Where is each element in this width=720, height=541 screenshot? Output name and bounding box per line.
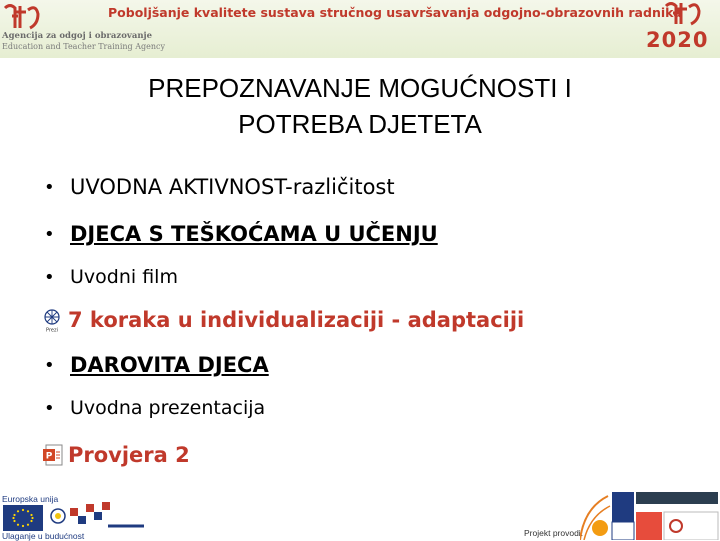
list-item-label: Uvodni film xyxy=(70,266,178,288)
quiz-link[interactable]: Provjera 2 xyxy=(68,443,190,467)
bullet-marker: • xyxy=(44,266,55,288)
gifted-children-link[interactable]: DAROVITA DJECA xyxy=(70,353,269,377)
svg-text:Prezi: Prezi xyxy=(46,327,58,333)
list-item[interactable] xyxy=(44,222,438,246)
svg-text:P: P xyxy=(45,451,53,462)
year-label: 2020 xyxy=(646,28,709,52)
bullet-marker: • xyxy=(44,223,55,245)
slide-title-line-2: POTREBA DJETETA xyxy=(238,109,482,139)
seven-steps-link[interactable]: 7 koraka u individualizaciji - adaptaciji xyxy=(68,308,525,332)
list-item xyxy=(44,175,395,199)
slide-title-line-1: PREPOZNAVANJE MOGUĆNOSTI I xyxy=(148,73,572,103)
agency-logo-icon xyxy=(2,2,42,34)
funding-logos-icon xyxy=(48,498,148,534)
eu-label: Europska unija xyxy=(2,494,59,504)
project-partner-logos-icon xyxy=(580,488,720,540)
eu-motto: Ulaganje u budućnost xyxy=(2,531,85,541)
list-item-label: Uvodna prezentacija xyxy=(70,397,266,419)
list-item xyxy=(44,266,178,288)
agency-name-english: Education and Teacher Training Agency xyxy=(2,42,165,51)
document-icon[interactable] xyxy=(42,307,62,333)
bullet-marker: • xyxy=(44,176,55,198)
project-label: Projekt provodi: xyxy=(524,528,584,538)
slide-title xyxy=(60,70,660,142)
agency-name: Agencija za odgoj i obrazovanje xyxy=(2,31,153,41)
bullet-marker: • xyxy=(44,397,55,419)
bullet-marker: • xyxy=(44,354,55,376)
eu-flag-icon xyxy=(3,505,43,531)
list-item[interactable] xyxy=(42,443,190,467)
list-item[interactable] xyxy=(44,353,269,377)
list-item-label: UVODNA AKTIVNOST-različitost xyxy=(70,175,395,199)
agency-logo-small-icon xyxy=(663,0,703,28)
list-item xyxy=(44,397,265,419)
header-title: Poboljšanje kvalitete sustava stručnog usavršavanja odgojno-obrazovnih radnika xyxy=(108,5,682,20)
list-item[interactable] xyxy=(42,307,524,333)
difficulties-link[interactable]: DJECA S TEŠKOĆAMA U UČENJU xyxy=(70,222,438,246)
powerpoint-icon[interactable] xyxy=(42,444,64,466)
